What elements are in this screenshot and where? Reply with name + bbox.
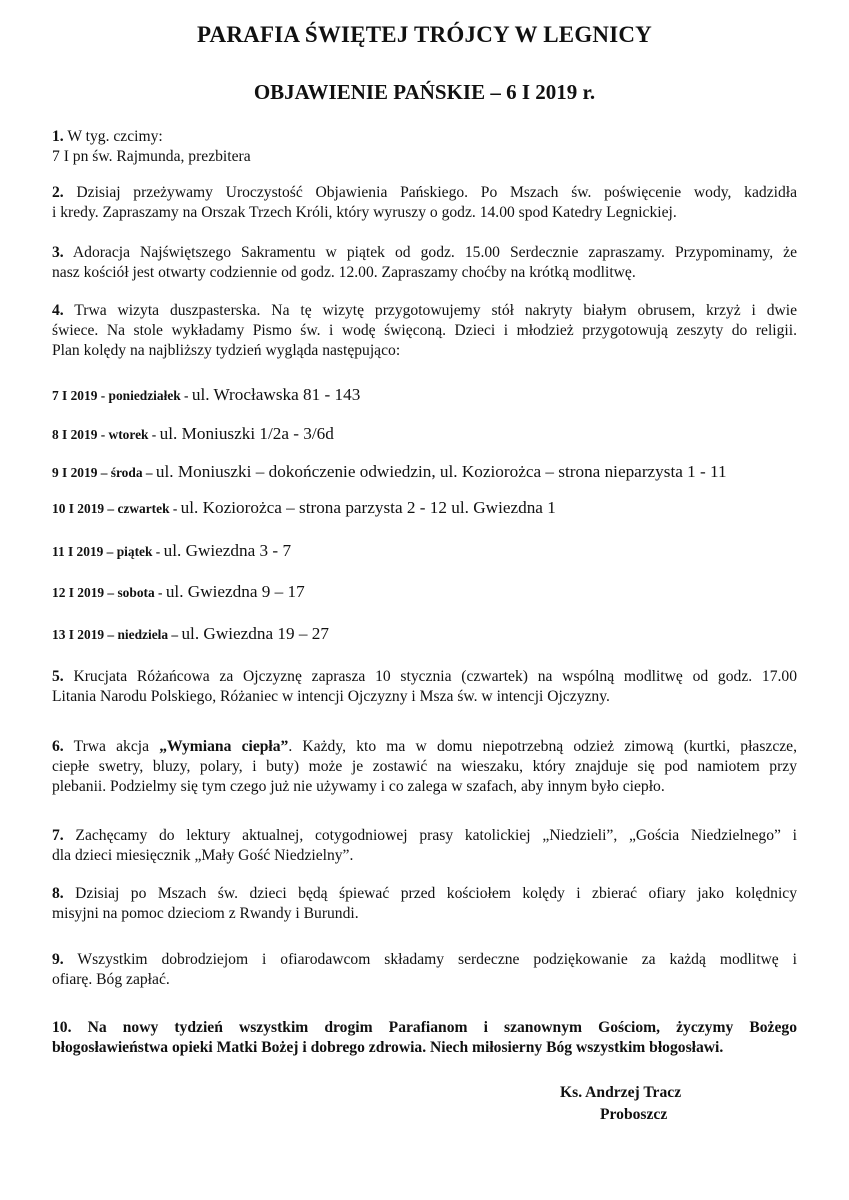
closing-text: błogosławieństwa opieki Matki Bożej i dobrego zdrowia. Niech miłosierny Bóg wszystkim błogosławi. [52, 1039, 724, 1056]
announcement-6 [52, 737, 797, 797]
item-number: 9. [52, 951, 64, 968]
schedule-row [52, 582, 812, 602]
announcement-8 [52, 884, 797, 924]
schedule-streets: ul. Moniuszki 1/2a - 3/6d [159, 424, 334, 443]
announcement-9 [52, 950, 797, 990]
schedule-day: 11 I 2019 – piątek - [52, 544, 164, 559]
schedule-day: 13 I 2019 – niedziela – [52, 627, 182, 642]
item-number: 1. [52, 128, 64, 145]
campaign-name: „Wymiana ciepła” [159, 738, 289, 755]
announcement-text: 7 I pn św. Rajmunda, prezbitera [52, 148, 251, 165]
item-number: 2. [52, 184, 64, 201]
announcement-text: Wszystkim dobrodziejom i ofiarodawcom składamy serdeczne podziękowanie za każdą modlitwę i [63, 951, 797, 968]
announcement-2 [52, 183, 797, 223]
announcement-text: świece. Na stole wykładamy Pismo św. i wodę święconą. Dzieci i młodzież przygotowują zeszyty do religii. [52, 322, 797, 339]
announcement-text: dla dzieci miesięcznik „Mały Gość Niedzielny”. [52, 847, 354, 864]
priest-role: Proboszcz [600, 1106, 668, 1123]
schedule-row [52, 424, 812, 444]
announcement-text: Zachęcamy do lektury aktualnej, cotygodniowej prasy katolickiej „Niedzieli”, „Gościa Niedzielnego” i [63, 827, 797, 844]
announcement-text: Dzisiaj po Mszach św. dzieci będą śpiewać przed kościołem kolędy i zbierać ofiary jako kolędnicy [63, 885, 797, 902]
item-number: 3. [52, 244, 64, 261]
announcement-text: nasz kościół jest otwarty codziennie od godz. 12.00. Zapraszamy choćby na krótką modlitwę. [52, 264, 636, 281]
announcement-text: ciepłe swetry, bluzy, polary, i buty) może je zostawić na wieszaku, który znajduje się pod namiotem przy [52, 758, 797, 775]
priest-name: Ks. Andrzej Tracz [560, 1084, 682, 1101]
announcement-10 [52, 1018, 797, 1058]
schedule-day: 8 I 2019 - wtorek - [52, 427, 160, 442]
announcement-5 [52, 667, 797, 707]
signature-block [560, 1082, 710, 1126]
feast-subtitle: OBJAWIENIE PAŃSKIE – 6 I 2019 r. [253, 80, 596, 104]
item-number: 6. [52, 738, 64, 755]
announcement-text: W tyg. czcimy: [63, 128, 163, 145]
schedule-streets: ul. Gwiezdna 19 – 27 [181, 624, 329, 643]
schedule-day: 10 I 2019 – czwartek - [52, 501, 181, 516]
item-number: 8. [52, 885, 64, 902]
closing-text: 10. Na nowy tydzień wszystkim drogim Parafianom i szanownym Gościom, życzymy Bożego [52, 1019, 797, 1036]
announcement-text: Dzisiaj przeżywamy Uroczystość Objawienia Pańskiego. Po Mszach św. poświęcenie wody, kadzidła [63, 184, 797, 201]
schedule-row [52, 462, 812, 482]
announcement-text: plebanii. Podzielmy się tym czego już nie używamy i co zalega w szafach, aby innym było ciepło. [52, 778, 665, 795]
schedule-day: 7 I 2019 - poniedziałek - [52, 388, 192, 403]
announcement-1 [52, 127, 797, 167]
schedule-row [52, 498, 812, 518]
announcement-text: Plan kolędy na najbliższy tydzień wygląda następująco: [52, 342, 401, 359]
schedule-row [52, 541, 812, 561]
schedule-day: 9 I 2019 – środa – [52, 465, 156, 480]
schedule-streets: ul. Koziorożca – strona parzysta 2 - 12 ul. Gwiezdna 1 [180, 498, 556, 517]
announcement-text: i kredy. Zapraszamy na Orszak Trzech Króli, który wyruszy o godz. 14.00 spod Katedry Legnickiej. [52, 204, 677, 221]
schedule-streets: ul. Gwiezdna 9 – 17 [165, 582, 305, 601]
announcement-7 [52, 826, 797, 866]
schedule-streets: ul. Gwiezdna 3 - 7 [163, 541, 292, 560]
schedule-row [52, 624, 812, 644]
schedule-streets: ul. Moniuszki – dokończenie odwiedzin, ul. Koziorożca – strona nieparzysta 1 - 11 [155, 462, 727, 481]
announcement-text: misyjni na pomoc dzieciom z Rwandy i Burundi. [52, 905, 359, 922]
schedule-streets: ul. Wrocławska 81 - 143 [191, 385, 361, 404]
announcement-text: ofiarę. Bóg zapłać. [52, 971, 170, 988]
item-number: 5. [52, 668, 64, 685]
announcement-text: Trwa akcja [63, 738, 160, 755]
announcement-3 [52, 243, 797, 283]
announcement-text: Adoracja Najświętszego Sakramentu w piątek od godz. 15.00 Serdecznie zapraszamy. Przypominamy, że [63, 244, 797, 261]
item-number: 4. [52, 302, 64, 319]
schedule-day: 12 I 2019 – sobota - [52, 585, 166, 600]
announcement-text: Trwa wizyta duszpasterska. Na tę wizytę przygotowujemy stół nakryty białym obrusem, krzyż i dwie [63, 302, 797, 319]
announcement-text: . Każdy, kto ma w domu niepotrzebną odzież zimową (kurtki, płaszcze, [288, 738, 797, 755]
item-number: 7. [52, 827, 64, 844]
announcement-text: Litania Narodu Polskiego, Różaniec w intencji Ojczyzny i Msza św. w intencji Ojczyzny. [52, 688, 610, 705]
schedule-row [52, 385, 812, 405]
announcement-4 [52, 301, 797, 361]
announcement-text: Krucjata Różańcowa za Ojczyznę zaprasza 10 stycznia (czwartek) na wspólną modlitwę od godz. 17.00 [63, 668, 797, 685]
parish-title: PARAFIA ŚWIĘTEJ TRÓJCY W LEGNICY [197, 22, 652, 47]
